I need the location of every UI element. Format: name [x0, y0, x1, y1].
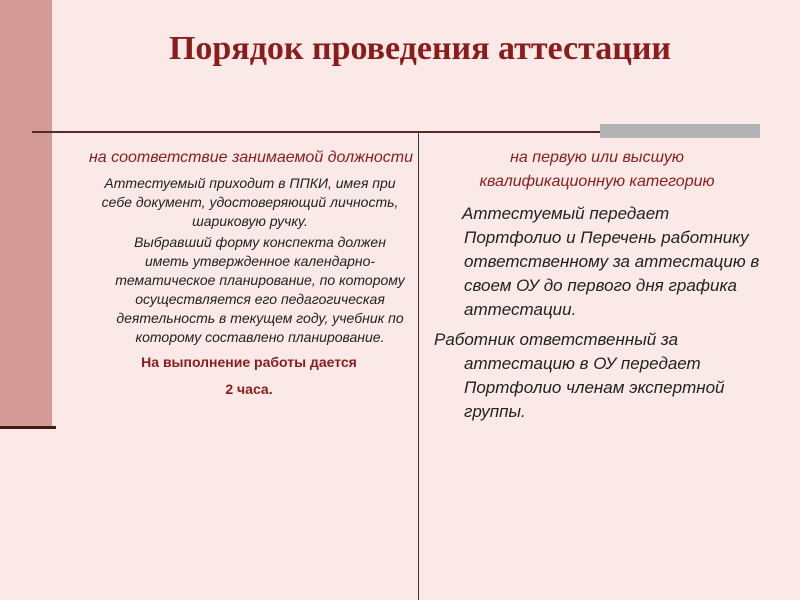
- column-divider: [418, 133, 419, 600]
- left-duration-note: На выполнение работы дается: [141, 354, 357, 370]
- right-column-heading: на первую или высшую квалификационную категорию: [479, 149, 715, 190]
- right-column: [432, 146, 762, 424]
- left-column: [84, 146, 414, 403]
- slide-title: Порядок проведения аттестации: [168, 30, 672, 67]
- right-paragraph-2: Работник ответственный за аттестацию в ОУ передает Портфолио членам экспертной группы.: [434, 330, 725, 421]
- left-column-heading: на соответствие занимаемой должности: [88, 149, 414, 166]
- decorative-side-line: [0, 426, 56, 429]
- decorative-grey-bar: [600, 124, 760, 138]
- left-paragraph-2: Выбравший форму конспекта должен иметь утвержденное календарно-тематическое планирование, по которому осуществляется его педагогическая деятельность в текущем году, учебник по которому составлено планирование.: [115, 234, 405, 345]
- left-duration-value: 2 часа.: [225, 381, 273, 397]
- right-paragraph-1: Аттестуемый передает Портфолио и Перечень работнику ответственному за аттестацию в своем ОУ до первого дня графика аттестации.: [462, 204, 760, 319]
- decorative-side-bar: [0, 0, 52, 426]
- left-paragraph-1: Аттестуемый приходит в ППКИ, имея при себе документ, удостоверяющий личность, шариковую ручку.: [101, 175, 399, 229]
